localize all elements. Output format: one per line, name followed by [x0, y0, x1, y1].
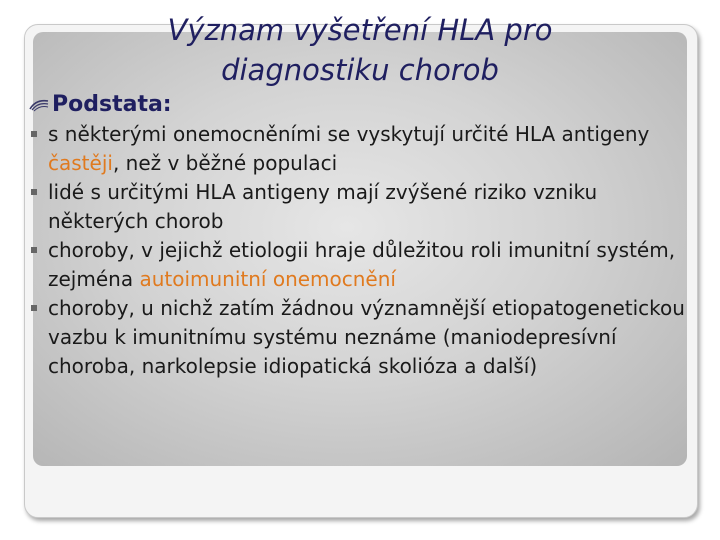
item-highlight: častěji	[48, 151, 113, 175]
slide-title	[60, 10, 660, 90]
square-bullet-icon	[31, 131, 37, 137]
square-bullet-icon	[31, 189, 37, 195]
list-item	[10, 120, 690, 178]
section-heading	[28, 90, 172, 120]
list-item	[10, 236, 690, 294]
item-text: s některými onemocněními se vyskytují určité HLA antigeny	[48, 122, 650, 146]
list-item	[10, 178, 690, 236]
swoosh-bullet-icon	[28, 97, 50, 113]
item-text: lidé s určitými HLA antigeny mají zvýšené riziko vzniku některých chorob	[48, 180, 598, 233]
square-bullet-icon	[31, 305, 37, 311]
list-item	[10, 294, 690, 381]
title-line-1: Význam vyšetření HLA pro	[167, 13, 553, 47]
square-bullet-icon	[31, 247, 37, 253]
item-text: choroby, u nichž zatím žádnou významnější etiopatogenetickou vazbu k imunitnímu systému neznáme (maniodepresívní choroba, narkolepsie idiopatická skolióza a další)	[48, 296, 685, 378]
title-line-2: diagnostiku chorob	[221, 53, 499, 87]
heading-label: Podstata:	[52, 92, 172, 117]
item-text-tail: , než v běžné populaci	[112, 151, 338, 175]
bullet-list	[10, 120, 690, 381]
item-text: choroby, v jejichž etiologii hraje důležitou roli imunitní systém, zejména	[48, 238, 676, 291]
item-highlight: autoimunitní onemocnění	[139, 267, 396, 291]
